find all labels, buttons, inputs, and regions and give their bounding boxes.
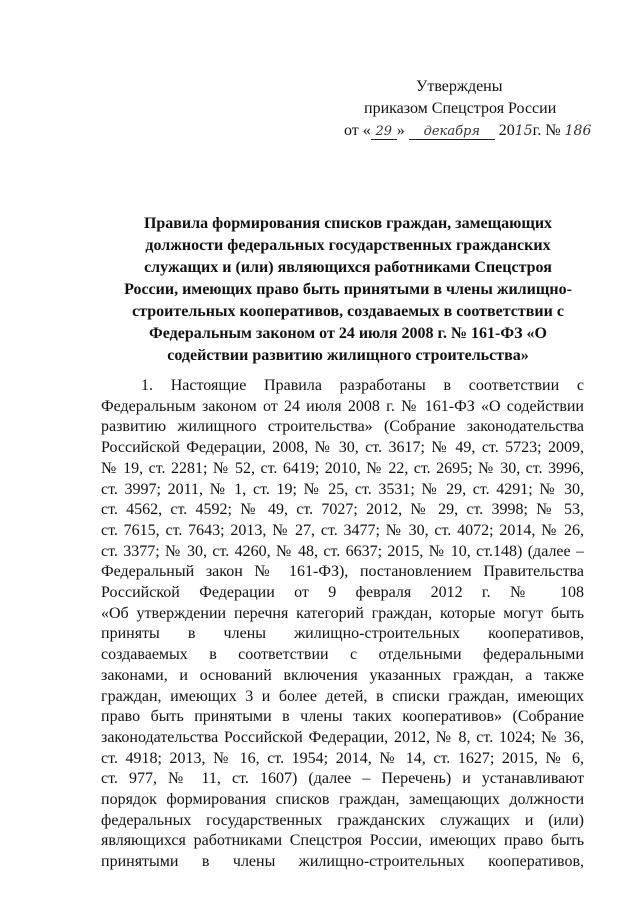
handwritten-year-end: 15 [514,123,533,139]
body-line: ст. 4562, ст. 4592; № 49, ст. 7027; 2012, № 29, ст. 3998; № 53, [101,501,584,519]
title-line: должности федеральных государственных гражданских [145,237,551,254]
body-line: федеральных государственных гражданских служащих и (или) [101,811,584,829]
handwritten-month: декабря [409,125,495,140]
year-start: 20 [498,122,515,139]
paragraph-1 [101,376,584,873]
date-mid: » [396,122,405,139]
body-line: «Об утверждении перечня категорий граждан, которые могут быть [101,604,584,622]
title-line: служащих и (или) являющихся работниками Спецстроя [144,259,552,276]
handwritten-order-number: 186 [564,123,592,139]
year-suffix: г. № [532,122,561,139]
body-line: ст. 4918; 2013, № 16, ст. 1954; 2014, № 14, ст. 1627; 2015, № 6, [101,749,584,767]
body-line: создаваемых в соответствии с отдельными федеральными [101,646,584,664]
body-line: ст. 3997; 2011, № 1, ст. 19; № 25, ст. 3531; № 29, ст. 4291; № 30, [101,480,584,498]
body-line: Российской Федерации, 2008, № 30, ст. 3617; № 49, ст. 5723; 2009, [101,439,584,457]
body-line: Федеральный закон № 161-ФЗ), постановлением Правительства [101,563,584,581]
body-line: Федеральным законом от 24 июля 2008 г. № 161-ФЗ «О содействии [101,397,584,415]
body-line: ст. 977, № 11, ст. 1607) (далее – Перечень) и устанавливают [101,770,584,788]
date-prefix: от « [344,122,371,139]
document-title [118,213,578,367]
approval-block [330,76,630,142]
body-line: Российской Федерации от 9 февраля 2012 г. № 108 [101,584,584,602]
body-line: ст. 3377; № 30, ст. 4260, № 48, ст. 6637; 2015, № 10, ст.148) (далее – [101,542,584,560]
body-line: № 19, ст. 2281; № 52, ст. 6419; 2010, № 22, ст. 2695; № 30, ст. 3996, [101,459,584,477]
title-line: Федеральным законом от 24 июля 2008 г. № 161-ФЗ «О [149,325,547,342]
body-line: 1. Настоящие Правила разработаны в соответствии с [141,377,584,394]
body-line: принятыми в члены жилищно-строительных кооперативов, [101,853,584,871]
title-line: содействии развитию жилищного строительства» [167,347,529,364]
title-line: строительных кооперативов, создаваемых в соответствии с [132,303,564,320]
body-line: право быть принятыми в члены таких кооперативов» (Собрание [101,708,584,726]
body-line: ст. 7615, ст. 7643; 2013, № 27, ст. 3477; № 30, ст. 4072; 2014, № 26, [101,521,584,539]
body-line: являющихся работниками Спецстроя России, имеющих право быть [101,832,584,850]
body-line: приняты в члены жилищно-строительных кооперативов, [101,625,584,643]
body-line: законодательства Российской Федерации, 2012, № 8, ст. 1024; № 36, [101,728,584,746]
body-line: развитию жилищного строительства» (Собрание законодательства [101,418,584,436]
title-line: Правила формирования списков граждан, замещающих [143,215,553,232]
body-line: законами, и оснований включения указанных граждан, а также [101,666,584,684]
approval-heading: Утверждены [416,78,503,95]
approval-order-line: приказом Спецстроя России [364,100,557,117]
approval-date-line [330,120,630,142]
body-line: порядок формирования списков граждан, замещающих должности [101,791,584,809]
title-line: России, имеющих право быть принятыми в члены жилищно- [124,281,572,298]
handwritten-day: 29 [371,125,397,140]
body-line: граждан, имеющих 3 и более детей, в списки граждан, имеющих [101,687,584,705]
